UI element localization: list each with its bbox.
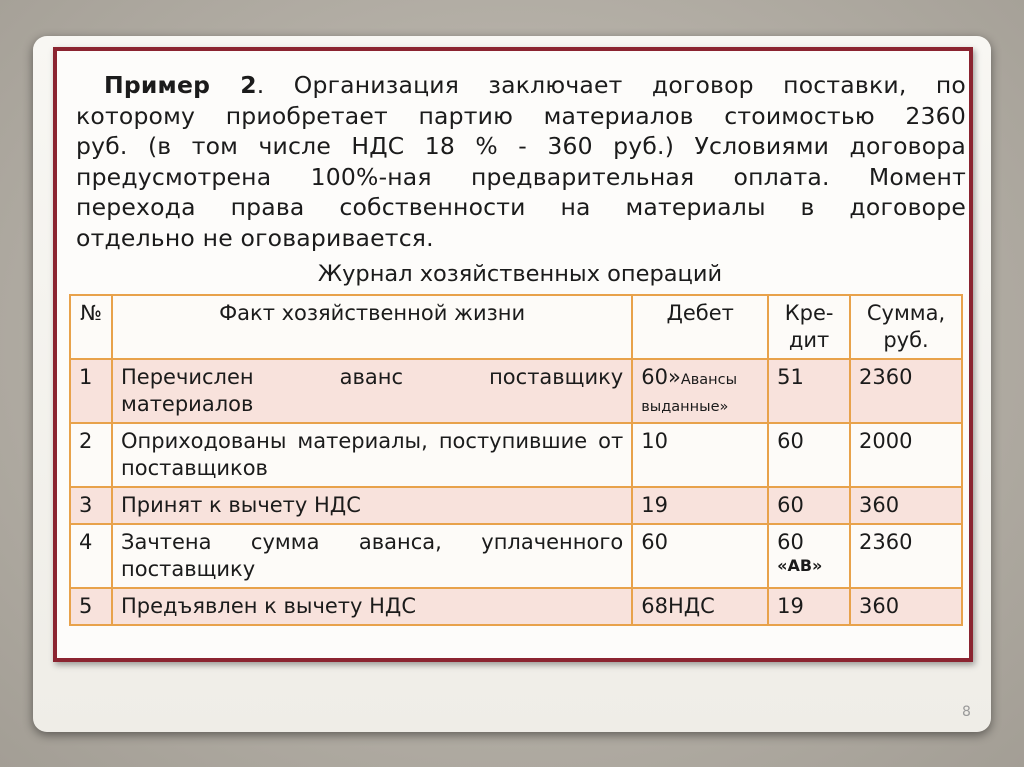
row-num: 5	[70, 588, 112, 625]
row-sum: 360	[850, 487, 962, 524]
intro-line-5: перехода права собственности на материалы в договоре	[76, 193, 966, 221]
row-fact: Предъявлен к вычету НДС	[112, 588, 632, 625]
table-row	[70, 423, 962, 487]
row-debit: 19	[632, 487, 768, 524]
row-sum: 360	[850, 588, 962, 625]
intro-line-4: предусмотрена 100%-ная предварительная оплата. Момент	[76, 162, 966, 191]
header-credit: Кре- дит	[768, 295, 850, 359]
row-credit: 60	[768, 423, 850, 487]
table-row	[70, 524, 962, 588]
table-row	[70, 359, 962, 423]
table-row	[70, 588, 962, 625]
row-num: 4	[70, 524, 112, 588]
row-credit: 19	[768, 588, 850, 625]
row-num: 2	[70, 423, 112, 487]
row-fact: Принят к вычету НДС	[112, 487, 632, 524]
row-fact: Оприходованы материалы, поступившие от поставщиков	[112, 423, 632, 487]
row-sum: 2000	[850, 423, 962, 487]
row-fact: Зачтена сумма аванса, уплаченного поставщику	[112, 524, 632, 588]
header-fact: Факт хозяйственной жизни	[112, 295, 632, 359]
row-credit: 60	[768, 487, 850, 524]
table-header-row	[70, 295, 962, 359]
intro-line-3: руб. (в том числе НДС 18 % - 360 руб.) Условиями договора	[76, 132, 966, 160]
journal-title: Журнал хозяйственных операций	[317, 261, 723, 287]
intro-line-6: отдельно не оговаривается.	[76, 223, 434, 252]
table-row	[70, 487, 962, 524]
header-sum: Сумма, руб.	[850, 295, 962, 359]
credit-note: «АВ»	[777, 556, 823, 575]
intro-line-1: Пример 2. Организация заключает договор поставки, по	[104, 71, 966, 99]
intro-paragraph	[76, 70, 966, 253]
page-number: 8	[962, 704, 971, 720]
row-sum: 2360	[850, 524, 962, 588]
header-debit: Дебет	[632, 295, 768, 359]
row-num: 1	[70, 359, 112, 423]
row-num: 3	[70, 487, 112, 524]
row-debit: 10	[632, 423, 768, 487]
operations-table	[69, 294, 963, 626]
row-fact: Перечислен аванс поставщику материалов	[112, 359, 632, 423]
intro-line-2: которому приобретает партию материалов стоимостью 2360	[76, 101, 966, 130]
row-sum: 2360	[850, 359, 962, 423]
debit-note: Авансы выданные»	[641, 372, 738, 415]
row-debit: 68НДС	[632, 588, 768, 625]
row-debit: 60»Авансы выданные»	[632, 359, 768, 423]
row-credit: 51	[768, 359, 850, 423]
example-label: Пример 2	[104, 71, 257, 99]
row-credit: 60 «АВ»	[768, 524, 850, 588]
header-num: №	[70, 295, 112, 359]
row-debit: 60	[632, 524, 768, 588]
